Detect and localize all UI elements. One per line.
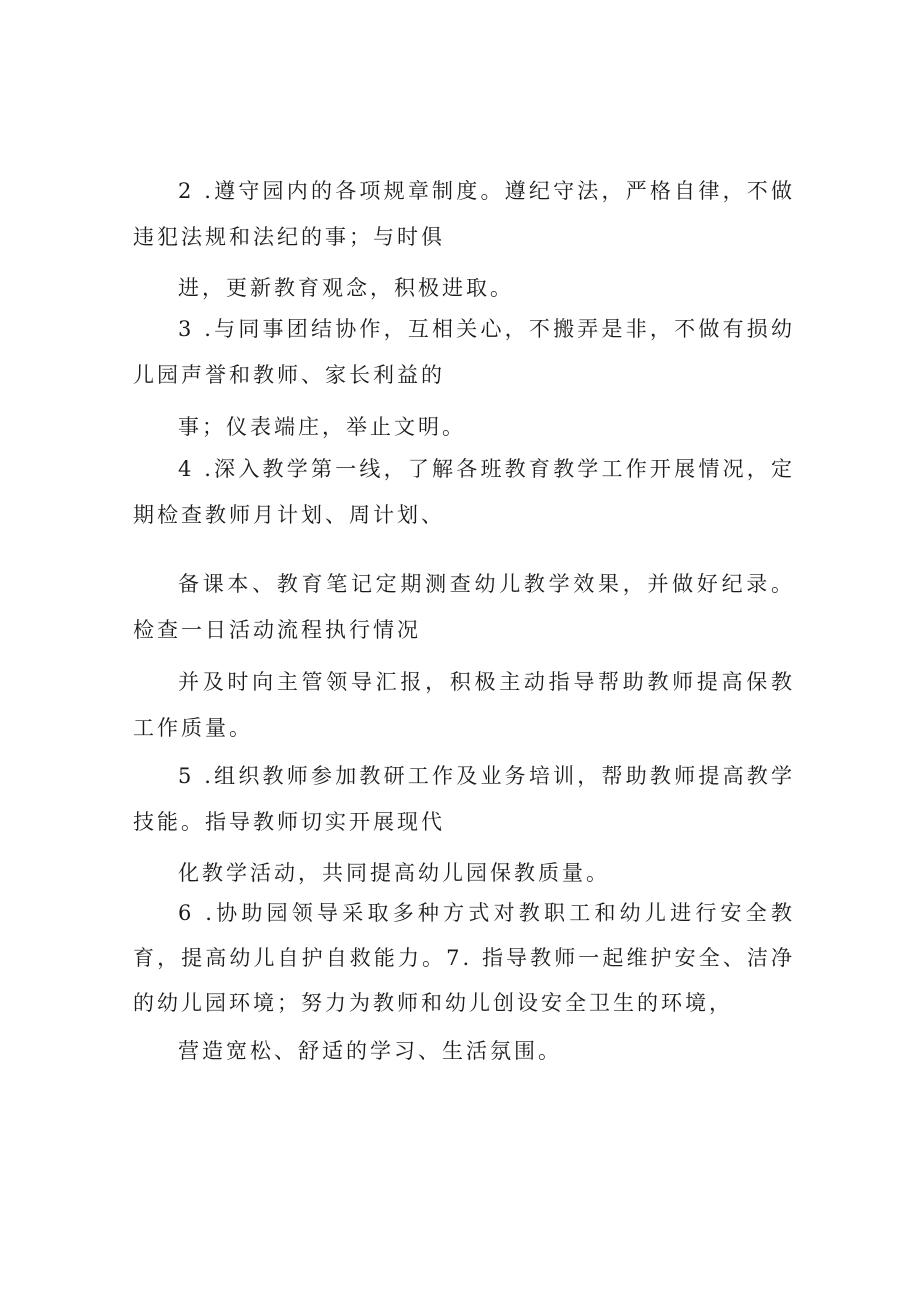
- paragraph-item-2: 2 .遵守园内的各项规章制度。遵纪守法，严格自律，不做违犯法规和法纪的事；与时俱: [133, 179, 795, 249]
- paragraph-item-6-7: 6 .协助园领导采取多种方式对教职工和幼儿进行安全教育，提高幼儿自护自救能力。7. 指导教师一起维护安全、洁净的幼儿园环境；努力为教师和幼儿创设安全卫生的环境，: [133, 901, 795, 1015]
- paragraph-item-4-cont-1: 备课本、教育笔记定期测查幼儿教学效果，并做好纪录。检查一日活动流程执行情况: [133, 572, 795, 642]
- paragraph-item-4: 4 .深入教学第一线，了解各班教育教学工作开展情况，定期检查教师月计划、周计划、: [133, 457, 795, 527]
- paragraph-item-4-cont-2: 并及时向主管领导汇报，积极主动指导帮助教师提高保教工作质量。: [133, 670, 795, 740]
- paragraph-item-7-cont: 营造宽松、舒适的学习、生活氛围。: [178, 1039, 562, 1063]
- paragraph-item-3: 3 .与同事团结协作，互相关心，不搬弄是非，不做有损幼儿园声誉和教师、家长利益的: [133, 317, 795, 387]
- paragraph-item-2-cont: 进，更新教育观念，积极进取。: [178, 276, 514, 300]
- paragraph-item-5-cont: 化教学活动，共同提高幼儿园保教质量。: [178, 861, 610, 885]
- paragraph-item-3-cont: 事；仪表端庄，举止文明。: [178, 415, 466, 439]
- paragraph-item-5: 5 .组织教师参加教研工作及业务培训，帮助教师提高教学技能。指导教师切实开展现代: [133, 764, 795, 834]
